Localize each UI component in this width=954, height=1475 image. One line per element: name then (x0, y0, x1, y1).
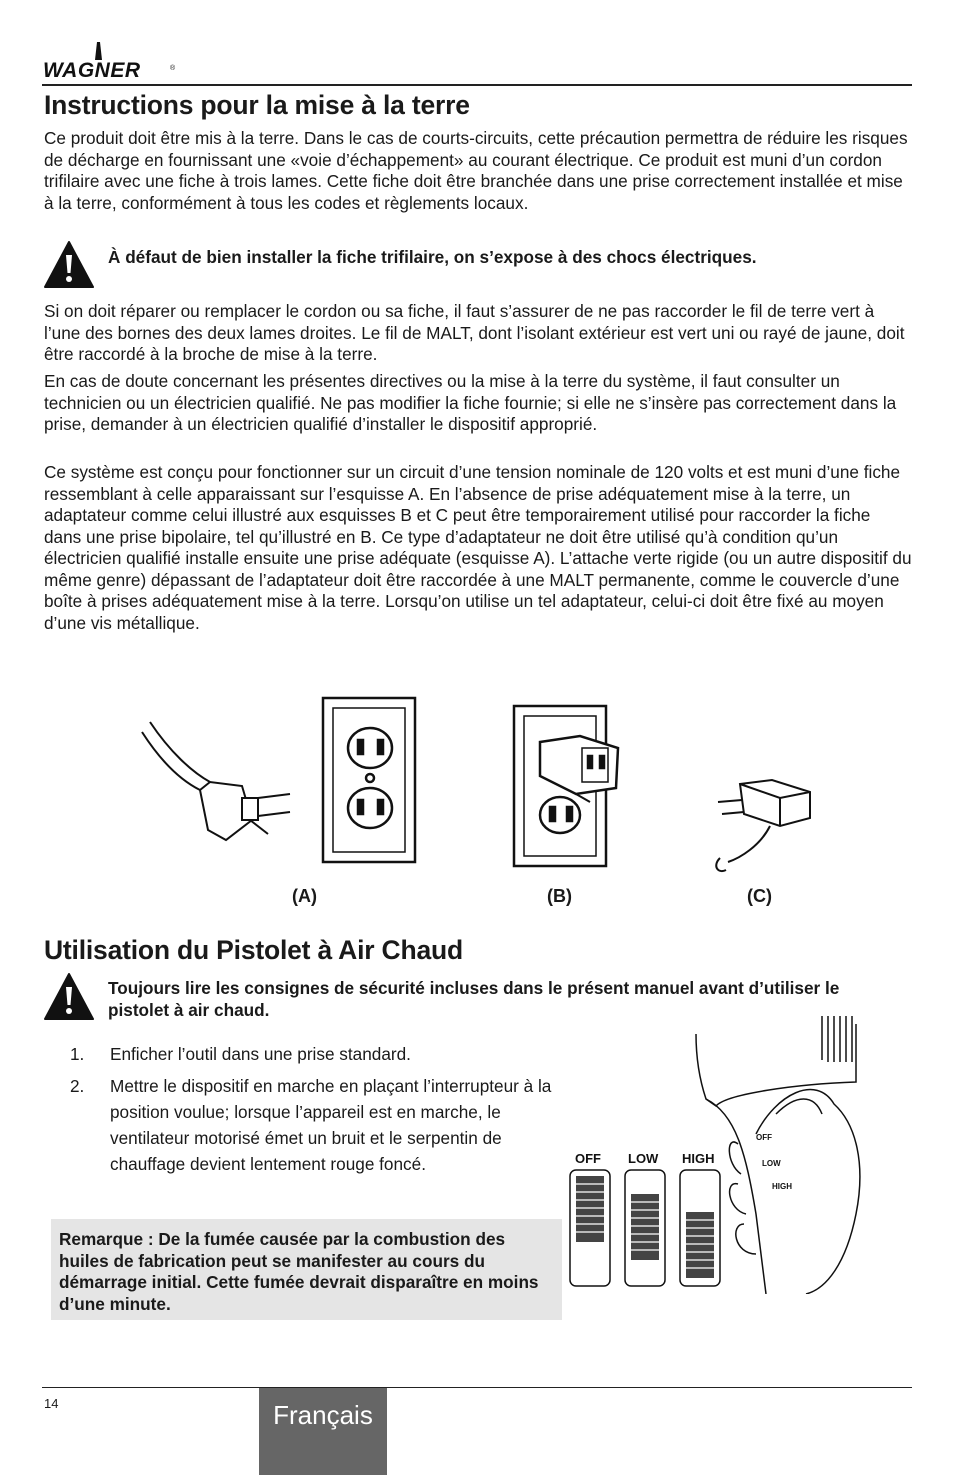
warning-icon (43, 240, 95, 290)
grounding-para-adapter: Ce système est conçu pour fonctionner sur un circuit d’une tension nominale de 120 volts et est muni d’une fiche ressemblant à celle apparaissant sur l’esquisse A. En l’absence de prise adéquatement mise à la terre, un adaptateur comme celui illustré aux esquisses B et C peut être temporairement utilisé pour raccorder la fiche dans une prise bipolaire, tel qu’illustré en B. Ce type d’adaptateur ne doit être utilisé qu’à condition qu’un électricien qualifié installe ensuite une prise adéquate (esquisse A). L’attache verte rigide (ou un autre dispositif du même genre) dépassant de l’adaptateur doit être raccordée à une MALT permanente, comme le couvercle d’une boîte à prises adéquatement mise à la terre. Lorsqu’on utilise un tel adaptateur, celui-ci doit être fixé au moyen d’une vis métallique. (44, 462, 912, 633)
grounding-para-doubt: En cas de doute concernant les présentes directives ou la mise à la terre du système, il faut consulter un technicien ou un électricien qualifié. Ne pas modifier la fiche fournie; si elle ne s’insère pas correctement dans la prise, demander à un électricien qualifié d’installer le dispositif approprié. (44, 371, 897, 434)
figure-caption-b: (B) (547, 886, 572, 906)
section-title-heat-gun: Utilisation du Pistolet à Air Chaud (44, 935, 463, 965)
switch-label-high: HIGH (682, 1151, 715, 1166)
svg-text:OFF: OFF (756, 1133, 772, 1142)
grounding-para-repair: Si on doit réparer ou remplacer le cordon ou sa fiche, il faut s’assurer de ne pas raccorder le fil de terre vert à l’une des bornes des deux lames droites. Le fil de MALT, dont l’isolant extérieur est vert uni ou rayé de jaune, doit être raccordé à la broche de mise à la terre. (44, 301, 905, 364)
language-tab: Français (259, 1388, 387, 1475)
logo-flame-icon (95, 42, 102, 60)
figure-b-outlet-adapter-icon (514, 706, 618, 866)
note-box (51, 1219, 562, 1320)
list-item: 2. Mettre le dispositif en marche en plaçant l’interrupteur à la position voulue; lorsque l’appareil est en marche, le ventilateur motorisé émet un bruit et le serpentin de chauffage devient lentement rouge foncé. (70, 1076, 552, 1174)
logo-wordmark: WAGNER (43, 59, 141, 82)
switch-label-low: LOW (628, 1151, 659, 1166)
svg-text:®: ® (170, 65, 176, 72)
grounding-intro: Ce produit doit être mis à la terre. Dans le cas de courts-circuits, cette précaution permettra de réduire les risques de décharge en fournissant une «voie d’échappement» au courant électrique. Ce produit est muni d’un cordon trifilaire avec une fiche à trois lames. Cette fiche doit être branchée dans une prise correctement installée et mise à la terre, conformément à tous les codes et règlements locaux. (44, 128, 908, 213)
section-title-grounding: Instructions pour la mise à la terre (44, 90, 470, 120)
svg-text:LOW: LOW (762, 1159, 781, 1168)
switch-label-off: OFF (575, 1151, 601, 1166)
grounding-figures (130, 690, 830, 880)
heat-gun-switch-illustration (566, 1014, 912, 1294)
svg-text:HIGH: HIGH (772, 1182, 792, 1191)
footer-rule (42, 1387, 912, 1388)
figure-a-plug-icon (142, 722, 290, 840)
heat-gun-warning: Toujours lire les consignes de sécurité incluses dans le présent manuel avant d’utiliser le pistolet à air chaud. (108, 978, 840, 1020)
warning-icon (43, 972, 95, 1022)
list-item: 1. Enficher l’outil dans une prise standard. (70, 1044, 411, 1064)
figure-caption-a: (A) (292, 886, 317, 906)
handle-switch-labels (756, 1133, 792, 1191)
figure-c-adapter-icon (716, 780, 810, 871)
usage-steps (70, 1041, 562, 1183)
header-rule (42, 84, 912, 86)
page-number: 14 (44, 1396, 59, 1411)
figure-a-outlet-icon (323, 698, 415, 862)
note-text: Remarque : De la fumée causée par la combustion des huiles de fabrication peut se manifester au cours du démarrage initial. Cette fumée devrait disparaître en moins d’une minute. (59, 1229, 539, 1314)
grounding-warning: À défaut de bien installer la fiche trifilaire, on s’expose à des chocs électriques. (108, 247, 757, 267)
wagner-logo (42, 40, 182, 82)
figure-caption-c: (C) (747, 886, 772, 906)
